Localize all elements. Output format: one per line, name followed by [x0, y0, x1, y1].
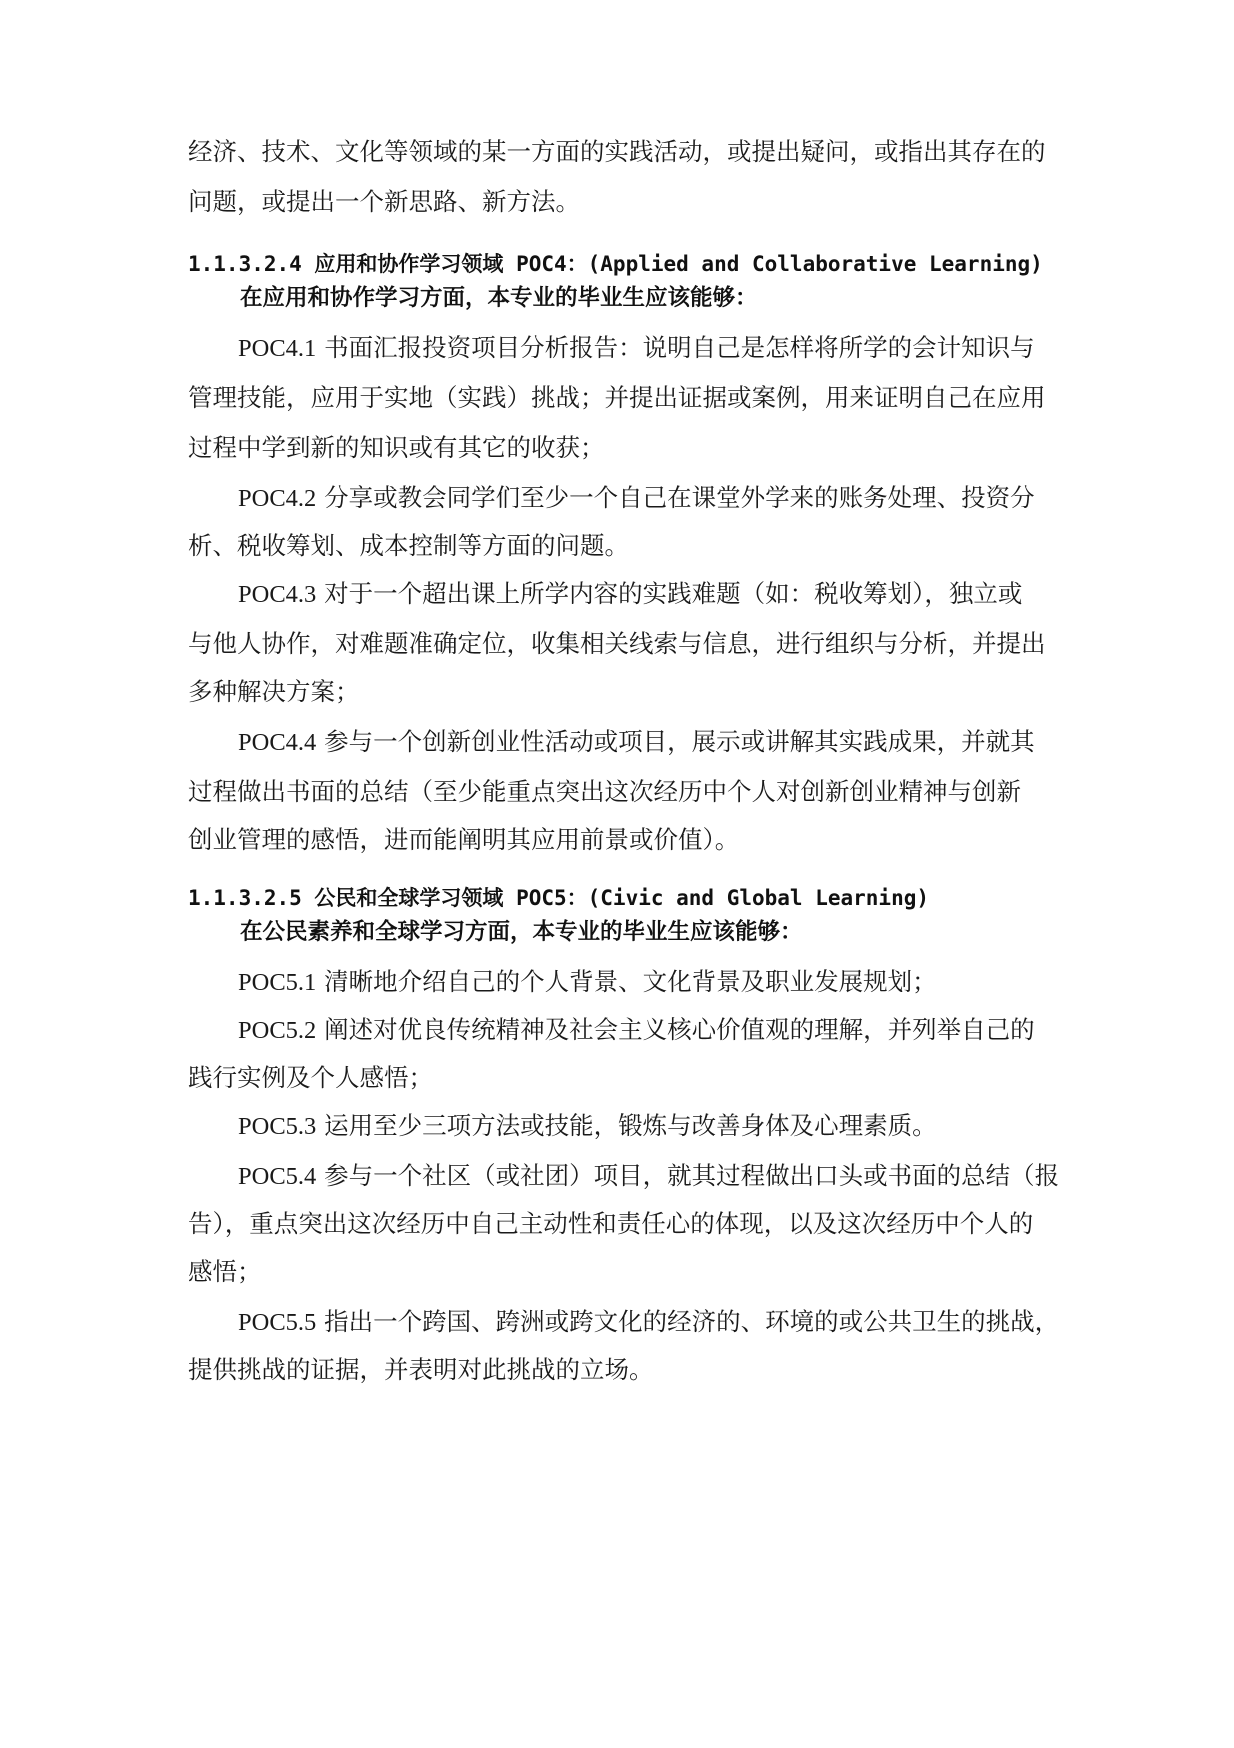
item-poc4-4-line-1: POC4.4 参与一个创新创业性活动或项目，展示或讲解其实践成果，并就其 — [238, 727, 1035, 756]
item-code: POC5.2 — [238, 1017, 317, 1044]
item-code: POC5.1 — [238, 969, 317, 996]
item-poc4-2-line-1: POC4.2 分享或教会同学们至少一个自己在课堂外学来的账务处理、投资分 — [238, 483, 1035, 512]
item-poc5-4-line-1: POC5.4 参与一个社区（或社团）项目，就其过程做出口头或书面的总结（报 — [238, 1161, 1060, 1190]
item-poc4-3-line-2: 与他人协作，对难题准确定位，收集相关线索与信息，进行组织与分析，并提出 — [188, 629, 1046, 658]
item-poc5-3-line-1: POC5.3 运用至少三项方法或技能，锻炼与改善身体及心理素质。 — [238, 1111, 937, 1140]
item-poc4-4-line-3: 创业管理的感悟，进而能阐明其应用前景或价值）。 — [188, 825, 740, 854]
item-poc4-2-line-2: 析、税收筹划、成本控制等方面的问题。 — [188, 531, 629, 560]
item-poc5-5-line-1: POC5.5 指出一个跨国、跨洲或跨文化的经济的、环境的或公共卫生的挑战， — [238, 1307, 1060, 1336]
section-subheading-poc5: 在公民素养和全球学习方面，本专业的毕业生应该能够： — [240, 919, 803, 945]
item-poc5-5-line-2: 提供挑战的证据，并表明对此挑战的立场。 — [188, 1355, 654, 1384]
intro-line-1: 经济、技术、文化等领域的某一方面的实践活动，或提出疑问，或指出其存在的 — [188, 137, 1046, 166]
item-poc5-4-line-3: 感悟； — [188, 1257, 262, 1286]
item-poc4-3-line-3: 多种解决方案； — [188, 677, 360, 706]
section-heading-poc5: 1.1.3.2.5 公民和全球学习领域 POC5：(Civic and Global Learning) — [188, 886, 930, 910]
item-code: POC5.5 — [238, 1309, 317, 1336]
section-heading-poc4: 1.1.3.2.4 应用和协作学习领域 POC4：(Applied and Collaborative Learning) — [188, 252, 1043, 276]
item-poc4-4-line-2: 过程做出书面的总结（至少能重点突出这次经历中个人对创新创业精神与创新 — [188, 777, 1021, 806]
item-poc5-2-line-2: 践行实例及个人感悟； — [188, 1063, 433, 1092]
item-poc4-3-line-1: POC4.3 对于一个超出课上所学内容的实践难题（如：税收筹划），独立或 — [238, 579, 1023, 608]
item-code: POC5.4 — [238, 1163, 317, 1190]
intro-line-2: 问题，或提出一个新思路、新方法。 — [188, 187, 580, 216]
item-poc5-4-line-2: 告），重点突出这次经历中自己主动性和责任心的体现，以及这次经历中个人的 — [188, 1209, 1034, 1238]
item-poc4-1-line-3: 过程中学到新的知识或有其它的收获； — [188, 433, 605, 462]
item-code: POC4.3 — [238, 581, 317, 608]
item-poc5-1-line-1: POC5.1 清晰地介绍自己的个人背景、文化背景及职业发展规划； — [238, 967, 937, 996]
item-code: POC4.2 — [238, 485, 317, 512]
item-code: POC5.3 — [238, 1113, 317, 1140]
item-code: POC4.4 — [238, 729, 317, 756]
item-poc4-1-line-2: 管理技能，应用于实地（实践）挑战；并提出证据或案例，用来证明自己在应用 — [188, 383, 1046, 412]
section-subheading-poc4: 在应用和协作学习方面，本专业的毕业生应该能够： — [240, 285, 758, 311]
item-poc4-1-line-1: POC4.1 书面汇报投资项目分析报告：说明自己是怎样将所学的会计知识与 — [238, 333, 1035, 362]
item-poc5-2-line-1: POC5.2 阐述对优良传统精神及社会主义核心价值观的理解，并列举自己的 — [238, 1015, 1035, 1044]
item-code: POC4.1 — [238, 335, 317, 362]
